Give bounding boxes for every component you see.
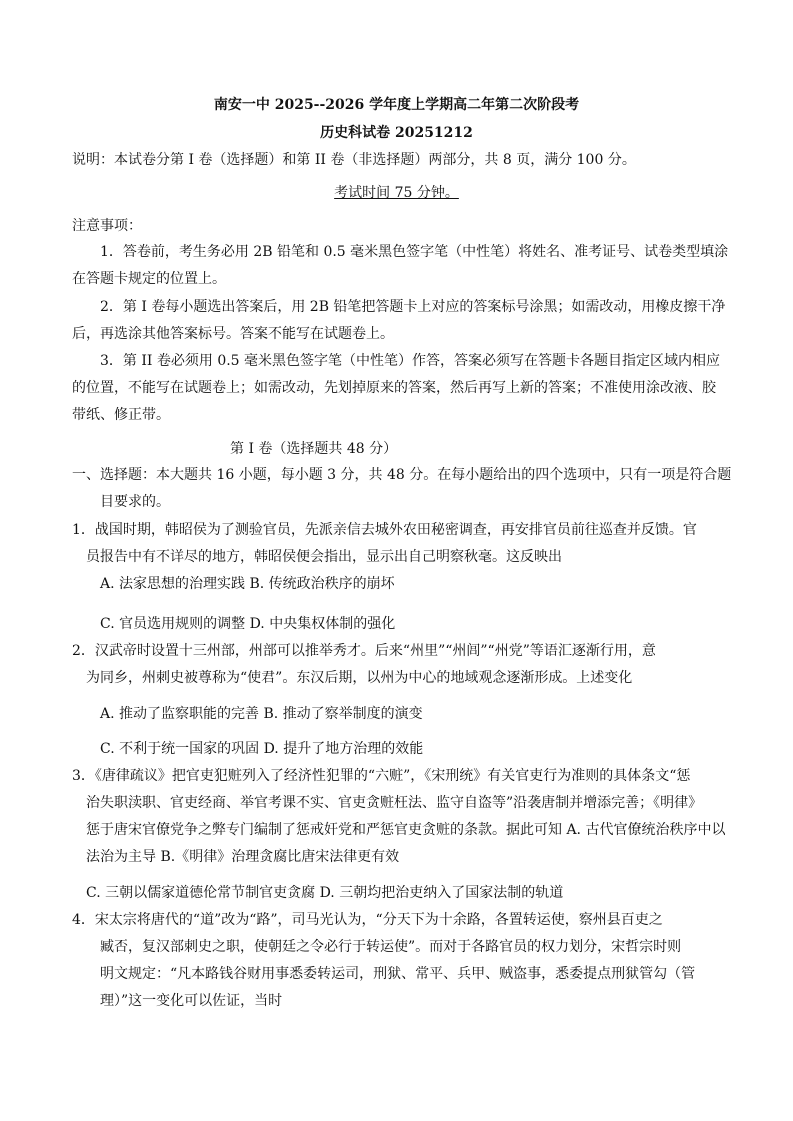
question-1: 1．战国时期，韩昭侯为了测验官员，先派亲信去城外农田秘密调查，再安排官员前往巡查并反馈。官 [72, 522, 697, 538]
question-4-cont: 臧否，复汉部刺史之职，使朝廷之令必行于转运使”。而对于各路官员的权力划分，宋哲宗时则 [100, 939, 682, 955]
question-1-options-ab: A. 法家思想的治理实践 B. 传统政治秩序的崩坏 [100, 576, 395, 592]
question-2-options-cd: C. 不利于统一国家的巩固 D. 提升了地方治理的效能 [100, 741, 424, 757]
question-2-options-ab: A. 推动了监察职能的完善 B. 推动了察举制度的演变 [100, 706, 423, 722]
question-3-options-cd: C. 三朝以儒家道德伦常节制官吏贪腐 D. 三朝均把治吏纳入了国家法制的轨道 [86, 885, 564, 901]
section-intro: 一、选择题：本大题共 16 小题，每小题 3 分，共 48 分。在每小题给出的四个选项中，只有一项是符合题 [72, 467, 732, 483]
exam-title: 南安一中 2025--2026 学年度上学期高二年第二次阶段考 [213, 97, 580, 113]
question-4-cont-3: 理）”这一变化可以佐证，当时 [100, 993, 283, 1009]
notice-item-3-cont: 的位置，不能写在试题卷上；如需改动，先划掉原来的答案，然后再写上新的答案；不准使用涂改液、胶 [72, 380, 716, 396]
question-1-options-cd: C. 官员选用规则的调整 D. 中央集权体制的强化 [100, 616, 396, 632]
notice-item-1-cont: 在答题卡规定的位置上。 [72, 271, 226, 287]
section-intro-cont: 目要求的。 [100, 494, 170, 510]
notice-item-3-cont-2: 带纸、修正带。 [72, 407, 170, 423]
question-3-cont-3: 法治为主导 B.《明律》治理贪腐比唐宋法律更有效 [86, 849, 400, 865]
question-3-cont-2: 惩于唐宋官僚党争之弊专门编制了惩戒奸党和严惩官吏贪赃的条款。据此可知 A. 古代官僚统治秩序中以 [86, 822, 726, 838]
exam-note: 说明：本试卷分第 I 卷（选择题）和第 II 卷（非选择题）两部分，共 8 页，满分 100 分。 [72, 152, 636, 168]
exam-subtitle: 历史科试卷 20251212 [320, 125, 473, 141]
notice-item-2-cont: 后，再选涂其他答案标号。答案不能写在试题卷上。 [72, 326, 394, 342]
exam-time: 考试时间 75 分钟。 [334, 185, 459, 201]
question-2-cont: 为同乡，州刺史被尊称为“使君”。东汉后期，以州为中心的地域观念逐渐形成。上述变化 [86, 670, 633, 686]
question-2: 2．汉武帝时设置十三州部，州部可以推举秀才。后来“州里”“州闾”“州党”等语汇逐渐行用，意 [72, 643, 656, 659]
notice-item-3: 3．第 II 卷必须用 0.5 毫米黑色签字笔（中性笔）作答，答案必须写在答题卡各题目指定区域内相应 [100, 353, 721, 369]
notice-heading: 注意事项： [72, 218, 142, 234]
question-3-cont: 治失职渎职、官吏经商、举官考课不实、官吏贪赃枉法、监守自盗等”沿袭唐制并增添完善；《明律》 [86, 795, 703, 811]
question-3: 3．《唐律疏议》把官吏犯赃列入了经济性犯罪的“六赃”，《宋刑统》有关官吏行为准则的具体条文“惩 [72, 768, 691, 784]
notice-item-2: 2．第 I 卷每小题选出答案后，用 2B 铅笔把答题卡上对应的答案标号涂黑；如需改动，用橡皮擦干净 [100, 299, 726, 315]
question-4-cont-2: 明文规定：“凡本路钱谷财用事悉委转运司，刑狱、常平、兵甲、贼盗事，悉委提点刑狱管勾（管 [100, 966, 696, 982]
section-title: 第 I 卷（选择题共 48 分） [230, 441, 398, 457]
notice-item-1: 1．答卷前，考生务必用 2B 铅笔和 0.5 毫米黑色签字笔（中性笔）将姓名、准考证号、试卷类型填涂 [100, 244, 729, 260]
question-4: 4．宋太宗将唐代的“道”改为“路”，司马光认为，“分天下为十余路，各置转运使，察州县百吏之 [72, 912, 663, 928]
question-1-cont: 员报告中有不详尽的地方，韩昭侯便会指出，显示出自己明察秋毫。这反映出 [86, 549, 562, 565]
